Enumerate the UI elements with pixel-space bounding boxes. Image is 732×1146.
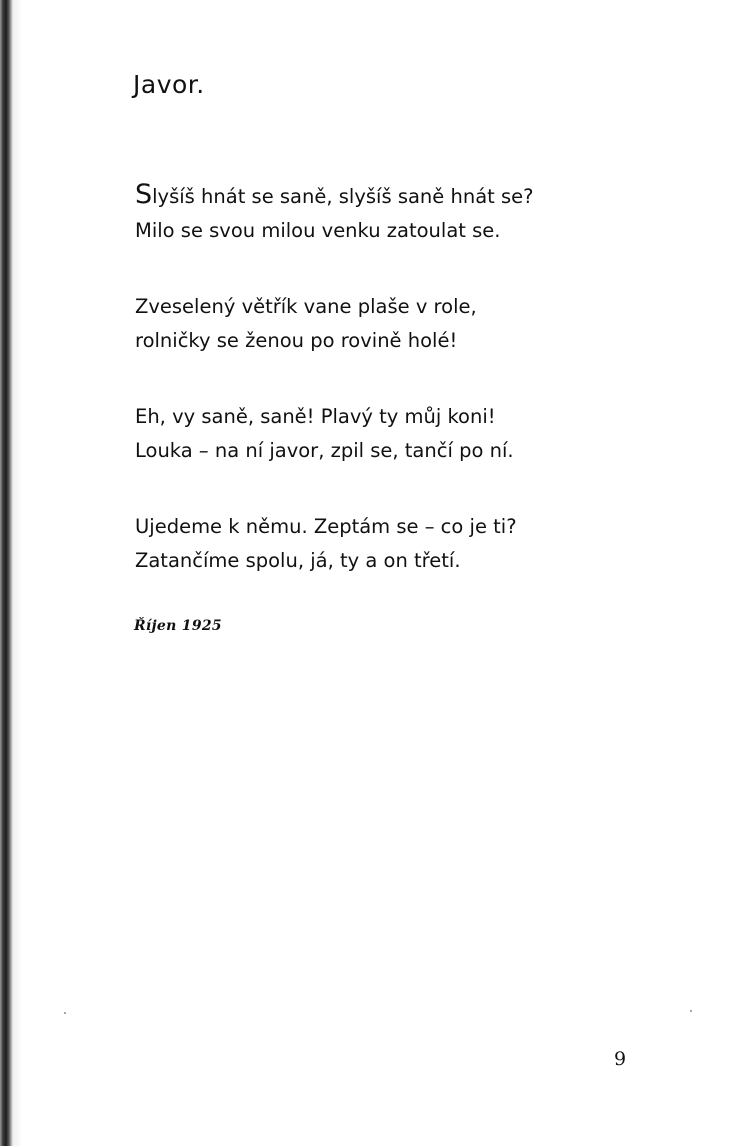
paper-speck (64, 1012, 66, 1014)
poem-line-2: Milo se svou milou venku zatoulat se. (135, 219, 501, 242)
poem-line-7: Ujedeme k němu. Zeptám se – co je ti? (135, 515, 517, 538)
paper-speck (690, 1010, 692, 1012)
initial-letter: S (135, 179, 153, 210)
poem-title: Javor. (133, 70, 205, 99)
stanza-3 (135, 400, 695, 468)
poem-line-8: Zatančíme spolu, já, ty a on třetí. (135, 549, 461, 572)
poem-line-4: rolničky se ženou po rovině holé! (135, 329, 458, 352)
poem-date: Říjen 1925 (134, 618, 222, 634)
book-spine-shadow (0, 0, 14, 1146)
stanza-1 (135, 178, 695, 248)
poem-line-1-text: lyšíš hnát se saně, slyšíš saně hnát se? (152, 185, 534, 208)
stanza-2 (135, 290, 695, 358)
poem-line-5: Eh, vy saně, saně! Plavý ty můj koni! (135, 405, 496, 428)
poem-line-6: Louka – na ní javor, zpil se, tančí po ní. (135, 439, 514, 462)
gutter-shading (14, 0, 22, 1146)
stanza-4 (135, 510, 695, 578)
poem-body (135, 178, 695, 620)
poem-line-3: Zveselený větřík vane plaše v role, (135, 295, 477, 318)
poem-line-1 (135, 178, 695, 214)
page-number: 9 (614, 1048, 627, 1070)
